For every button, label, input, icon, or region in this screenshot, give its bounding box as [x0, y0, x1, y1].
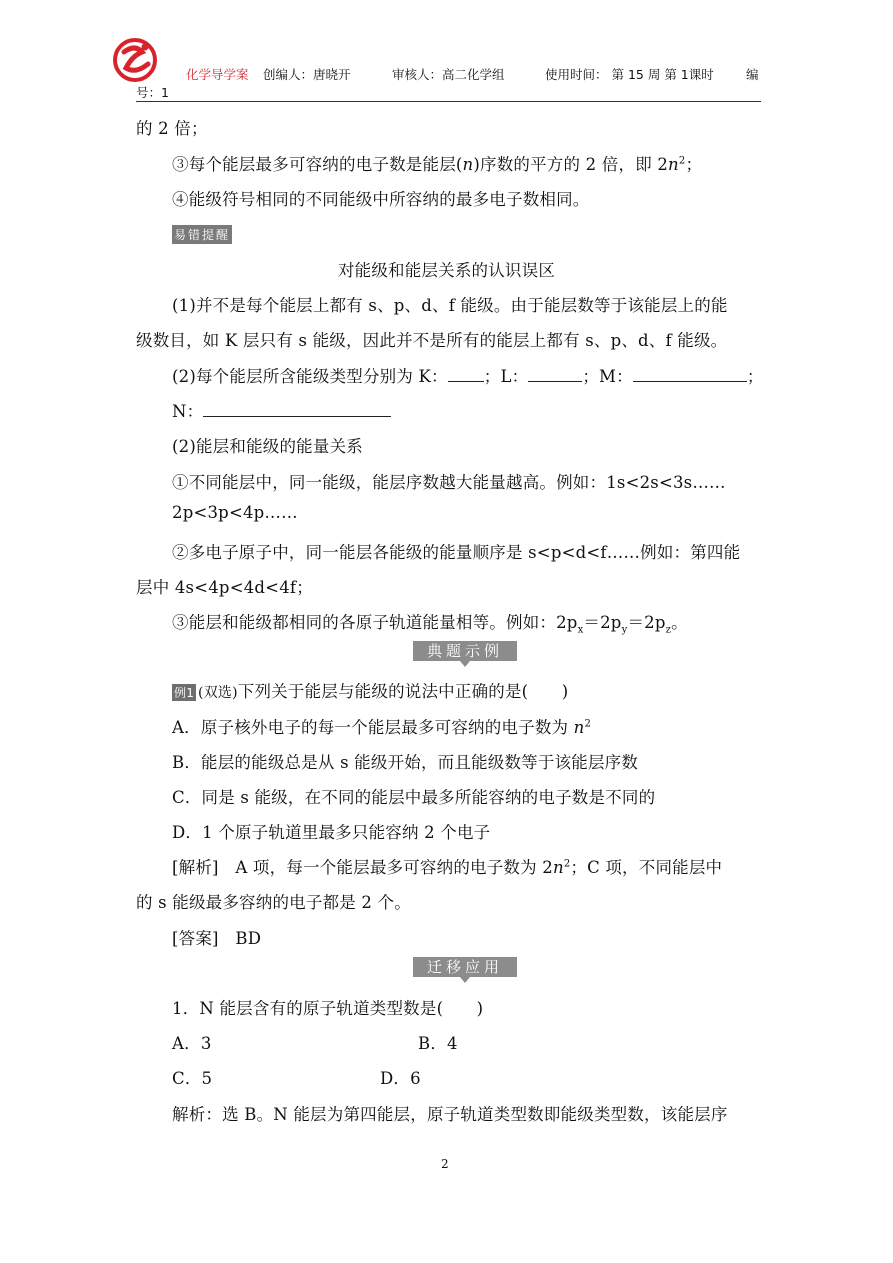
transfer-question: 1．N 能层含有的原子轨道类型数是( ): [172, 999, 484, 1018]
text-line: (1)并不是每个能层上都有 s、p、d、f 能级。由于能层数等于该能层上的能: [172, 296, 728, 315]
header-rule: [136, 101, 761, 102]
error-tip-tag: 易错提醒: [172, 225, 232, 244]
header-number: 号：1: [136, 85, 169, 100]
text-line: ②多电子原子中，同一能层各能级的能量顺序是 s<p<d<f……例如：第四能: [172, 543, 741, 562]
transfer-analysis: 解析：选 B。N 能层为第四能层，原子轨道类型数即能级类型数，该能层序: [172, 1105, 728, 1124]
transfer-section-box: 迁移应用: [413, 957, 517, 977]
text-line: 层中 4s<4p<4d<4f；: [136, 578, 313, 597]
header-subject: 化学导学案: [186, 67, 249, 82]
option-b[interactable]: B．能层的能级总是从 s 能级开始，而且能级数等于该能层序数: [172, 753, 639, 772]
text-line: 的 2 倍；: [136, 119, 208, 138]
transfer-option-c[interactable]: C．5: [172, 1069, 213, 1088]
transfer-option-a[interactable]: A．3: [172, 1034, 212, 1053]
option-a[interactable]: A．原子核外电子的每一个能层最多可容纳的电子数为 $n^2$: [172, 718, 592, 737]
blank-l[interactable]: [528, 367, 582, 382]
text-line: ③每个能层最多可容纳的电子数是能层(n)序数的平方的 2 倍，即 $2n^2$；: [172, 155, 703, 174]
text-line: ③能层和能级都相同的各原子轨道能量相等。例如：$2p_x=2p_y=2p_z$。: [172, 613, 688, 636]
text-line: ①不同能层中，同一能级，能层序数越大能量越高。例如：1s<2s<3s……: [172, 473, 726, 492]
blank-k[interactable]: [448, 367, 484, 382]
example-analysis: [解析] A 项，每一个能层最多可容纳的电子数为 $2n^2$；C 项，不同能层中: [172, 858, 723, 877]
blank-n[interactable]: [203, 402, 391, 417]
text-line: ④能级符号相同的不同能级中所容纳的最多电子数相同。: [172, 190, 590, 209]
header-editor: 创编人：唐晓开: [263, 67, 351, 82]
page-number: 2: [441, 1157, 449, 1171]
option-c[interactable]: C．同是 s 能级，在不同的能层中最多所能容纳的电子数是不同的: [172, 788, 656, 807]
example-analysis-cont: 的 s 能级最多容纳的电子都是 2 个。: [136, 893, 411, 912]
example-answer: [答案] BD: [172, 929, 262, 948]
header-time: 使用时间： 第 15 周 第 1课时: [545, 67, 714, 82]
transfer-option-d[interactable]: D．6: [380, 1069, 421, 1088]
text-line: (2)能层和能级的能量关系: [172, 437, 363, 456]
example-label: 例1: [174, 686, 195, 700]
section-title: 对能级和能层关系的认识误区: [337, 261, 556, 280]
header-number-label: 编: [746, 67, 759, 82]
fill-blank-line: (2)每个能层所含能级类型分别为 K： ；L： ；M： ；: [172, 367, 764, 386]
transfer-option-b[interactable]: B．4: [418, 1034, 458, 1053]
blank-m[interactable]: [633, 367, 747, 382]
example-section-box: 典题示例: [413, 641, 517, 661]
example-question: 例1 (双选)下列关于能层与能级的说法中正确的是( ): [174, 682, 569, 701]
text-line: 级数目，如 K 层只有 s 能级，因此并不是所有的能层上都有 s、p、d、f 能级。: [136, 331, 728, 350]
option-d[interactable]: D．1 个原子轨道里最多只能容纳 2 个电子: [172, 823, 491, 842]
school-logo: [112, 38, 158, 82]
fill-blank-line: N：: [172, 398, 391, 422]
text-line: 2p<3p<4p……: [172, 503, 298, 522]
header-reviewer: 审核人：高二化学组: [392, 67, 505, 82]
